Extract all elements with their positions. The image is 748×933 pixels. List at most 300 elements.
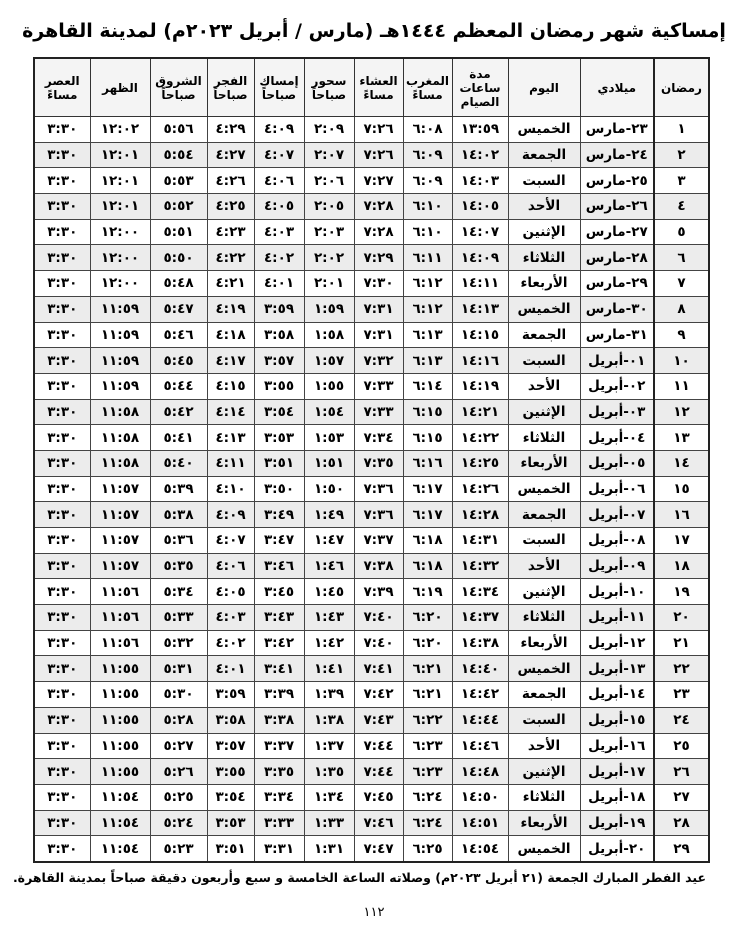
sunrise-time-cell: ٥:٢٥ <box>150 784 207 810</box>
fasting-hours-cell: ١٤:٤٤ <box>452 707 508 733</box>
imsak-time-cell: ٣:٥٩ <box>254 296 304 322</box>
ramadan-day-cell: ٩ <box>654 322 709 348</box>
ramadan-day-cell: ١٢ <box>654 399 709 425</box>
table-row <box>34 579 709 605</box>
isha-time-cell: ٧:٤١ <box>354 656 403 682</box>
maghrib-time-cell: ٦:٢١ <box>403 682 452 708</box>
dhuhr-time-cell: ١١:٥٦ <box>90 579 150 605</box>
dhuhr-time-cell: ١١:٥٨ <box>90 450 150 476</box>
suhoor-time-cell: ١:٣٥ <box>304 759 354 785</box>
suhoor-time-cell: ١:٤٥ <box>304 579 354 605</box>
fasting-hours-cell: ١٤:٤٠ <box>452 656 508 682</box>
asr-time-cell: ٣:٣٠ <box>34 579 90 605</box>
weekday-cell: الإثنين <box>508 759 580 785</box>
asr-time-cell: ٣:٣٠ <box>34 117 90 143</box>
gregorian-date-cell: ٢٥-مارس <box>580 168 654 194</box>
table-row <box>34 476 709 502</box>
fasting-hours-cell: ١٤:٣٨ <box>452 630 508 656</box>
ramadan-day-cell: ١٠ <box>654 348 709 374</box>
sunrise-time-cell: ٥:٣٨ <box>150 502 207 528</box>
fajr-time-cell: ٤:٠٦ <box>207 553 254 579</box>
isha-time-cell: ٧:٤٢ <box>354 682 403 708</box>
weekday-cell: الأحد <box>508 733 580 759</box>
table-row <box>34 733 709 759</box>
fajr-time-cell: ٣:٥٣ <box>207 810 254 836</box>
suhoor-time-cell: ٢:٠٩ <box>304 117 354 143</box>
gregorian-date-cell: ٠١-أبريل <box>580 348 654 374</box>
gregorian-date-cell: ٢٣-مارس <box>580 117 654 143</box>
fajr-time-cell: ٣:٥٧ <box>207 733 254 759</box>
fajr-time-cell: ٣:٥٥ <box>207 759 254 785</box>
imsak-time-cell: ٣:٤٢ <box>254 630 304 656</box>
weekday-cell: الثلاثاء <box>508 425 580 451</box>
gregorian-date-cell: ٠٧-أبريل <box>580 502 654 528</box>
ramadan-day-cell: ٨ <box>654 296 709 322</box>
fajr-time-cell: ٣:٥٨ <box>207 707 254 733</box>
fasting-hours-cell: ١٤:٣٧ <box>452 605 508 631</box>
suhoor-time-cell: ١:٥٩ <box>304 296 354 322</box>
maghrib-time-cell: ٦:٢٤ <box>403 784 452 810</box>
suhoor-time-cell: ٢:٠٣ <box>304 219 354 245</box>
maghrib-time-cell: ٦:١٠ <box>403 219 452 245</box>
header-line: صباحاً <box>213 87 248 102</box>
weekday-cell: الأحد <box>508 194 580 220</box>
gregorian-date-cell: ٠٥-أبريل <box>580 450 654 476</box>
maghrib-time-cell: ٦:١١ <box>403 245 452 271</box>
fasting-hours-cell: ١٤:٥١ <box>452 810 508 836</box>
fajr-time-cell: ٤:٠٩ <box>207 502 254 528</box>
weekday-cell: الإثنين <box>508 219 580 245</box>
suhoor-time-cell: ١:٣٣ <box>304 810 354 836</box>
fasting-hours-cell: ١٤:٢٦ <box>452 476 508 502</box>
sunrise-time-cell: ٥:٢٦ <box>150 759 207 785</box>
fasting-hours-cell: ١٤:٠٣ <box>452 168 508 194</box>
fasting-hours-cell: ١٤:٤٦ <box>452 733 508 759</box>
suhoor-time-cell: ٢:٠٢ <box>304 245 354 271</box>
gregorian-date-cell: ٠٨-أبريل <box>580 528 654 554</box>
fajr-time-cell: ٤:٠٢ <box>207 630 254 656</box>
fasting-hours-cell: ١٤:١٩ <box>452 373 508 399</box>
table-row <box>34 502 709 528</box>
maghrib-time-cell: ٦:١٩ <box>403 579 452 605</box>
suhoor-time-cell: ١:٥٨ <box>304 322 354 348</box>
ramadan-day-cell: ٢٧ <box>654 784 709 810</box>
imsak-time-cell: ٣:٤٥ <box>254 579 304 605</box>
sunrise-time-cell: ٥:٢٣ <box>150 836 207 862</box>
weekday-cell: الجمعة <box>508 322 580 348</box>
ramadan-day-cell: ٢٢ <box>654 656 709 682</box>
gregorian-date-cell: ٠٤-أبريل <box>580 425 654 451</box>
dhuhr-time-cell: ١١:٥٧ <box>90 502 150 528</box>
fasting-hours-cell: ١٤:٣٢ <box>452 553 508 579</box>
header-line: سحور <box>311 73 347 88</box>
sunrise-time-cell: ٥:٣٣ <box>150 605 207 631</box>
dhuhr-time-cell: ١٢:٠٠ <box>90 245 150 271</box>
ramadan-day-cell: ٢٠ <box>654 605 709 631</box>
sunrise-time-cell: ٥:٣٠ <box>150 682 207 708</box>
asr-time-cell: ٣:٣٠ <box>34 194 90 220</box>
fasting-hours-cell: ١٤:٣١ <box>452 528 508 554</box>
suhoor-time-cell: ١:٤٢ <box>304 630 354 656</box>
fasting-hours-cell: ١٤:٥٤ <box>452 836 508 862</box>
weekday-cell: الأربعاء <box>508 810 580 836</box>
dhuhr-time-cell: ١١:٥٩ <box>90 322 150 348</box>
ramadan-day-cell: ٢٦ <box>654 759 709 785</box>
sunrise-time-cell: ٥:٥٢ <box>150 194 207 220</box>
fajr-time-cell: ٤:٢٥ <box>207 194 254 220</box>
dhuhr-time-cell: ١٢:٠١ <box>90 142 150 168</box>
suhoor-time-cell: ١:٤٩ <box>304 502 354 528</box>
isha-time-cell: ٧:٢٨ <box>354 219 403 245</box>
isha-time-cell: ٧:٣٤ <box>354 425 403 451</box>
gregorian-date-cell: ١٥-أبريل <box>580 707 654 733</box>
imsak-time-cell: ٤:٠١ <box>254 271 304 297</box>
header-line: المغرب <box>406 73 449 88</box>
fasting-hours-cell: ١٤:١٥ <box>452 322 508 348</box>
fajr-time-cell: ٤:١٨ <box>207 322 254 348</box>
weekday-cell: الخميس <box>508 836 580 862</box>
maghrib-time-cell: ٦:٢٠ <box>403 605 452 631</box>
maghrib-time-cell: ٦:١٦ <box>403 450 452 476</box>
table-row <box>34 322 709 348</box>
sunrise-time-cell: ٥:٤٨ <box>150 271 207 297</box>
suhoor-time-cell: ١:٥٥ <box>304 373 354 399</box>
isha-time-cell: ٧:٣٦ <box>354 476 403 502</box>
ramadan-day-cell: ١٣ <box>654 425 709 451</box>
dhuhr-time-cell: ١١:٥٧ <box>90 528 150 554</box>
isha-time-cell: ٧:٤٥ <box>354 784 403 810</box>
isha-time-cell: ٧:٣٥ <box>354 450 403 476</box>
header-line: مساءً <box>363 87 394 102</box>
gregorian-date-cell: ١١-أبريل <box>580 605 654 631</box>
suhoor-time-cell: ١:٤٣ <box>304 605 354 631</box>
suhoor-time-cell: ٢:٠٥ <box>304 194 354 220</box>
dhuhr-time-cell: ١١:٥٤ <box>90 836 150 862</box>
fasting-hours-cell: ١٤:٠٩ <box>452 245 508 271</box>
imsak-time-cell: ٣:٤١ <box>254 656 304 682</box>
table-row <box>34 682 709 708</box>
isha-time-cell: ٧:٤٤ <box>354 759 403 785</box>
col-header-sunrise <box>150 58 207 117</box>
table-row <box>34 425 709 451</box>
suhoor-time-cell: ١:٣٩ <box>304 682 354 708</box>
asr-time-cell: ٣:٣٠ <box>34 425 90 451</box>
fajr-time-cell: ٤:٢١ <box>207 271 254 297</box>
dhuhr-time-cell: ١١:٥٦ <box>90 605 150 631</box>
dhuhr-time-cell: ١٢:٠١ <box>90 194 150 220</box>
table-row <box>34 194 709 220</box>
sunrise-time-cell: ٥:٤٦ <box>150 322 207 348</box>
maghrib-time-cell: ٦:٠٩ <box>403 142 452 168</box>
header-line: ساعات <box>459 80 501 95</box>
gregorian-date-cell: ٠٩-أبريل <box>580 553 654 579</box>
fasting-hours-cell: ١٤:٢٥ <box>452 450 508 476</box>
weekday-cell: السبت <box>508 528 580 554</box>
asr-time-cell: ٣:٣٠ <box>34 605 90 631</box>
dhuhr-time-cell: ١٢:٠٠ <box>90 271 150 297</box>
table-row <box>34 373 709 399</box>
imsak-time-cell: ٣:٣٣ <box>254 810 304 836</box>
table-row <box>34 553 709 579</box>
ramadan-day-cell: ٢٣ <box>654 682 709 708</box>
sunrise-time-cell: ٥:٥١ <box>150 219 207 245</box>
header-line: إمساك <box>259 73 299 88</box>
gregorian-date-cell: ١٠-أبريل <box>580 579 654 605</box>
sunrise-time-cell: ٥:٤٢ <box>150 399 207 425</box>
weekday-cell: الثلاثاء <box>508 784 580 810</box>
gregorian-date-cell: ١٦-أبريل <box>580 733 654 759</box>
maghrib-time-cell: ٦:٢٠ <box>403 630 452 656</box>
suhoor-time-cell: ١:٤١ <box>304 656 354 682</box>
header-line: العشاء <box>359 73 398 88</box>
gregorian-date-cell: ٣٠-مارس <box>580 296 654 322</box>
fajr-time-cell: ٣:٥٤ <box>207 784 254 810</box>
imsak-time-cell: ٤:٠٧ <box>254 142 304 168</box>
fajr-time-cell: ٤:٠٥ <box>207 579 254 605</box>
dhuhr-time-cell: ١١:٥٥ <box>90 759 150 785</box>
imsak-time-cell: ٣:٣٥ <box>254 759 304 785</box>
weekday-cell: الثلاثاء <box>508 605 580 631</box>
table-row <box>34 759 709 785</box>
isha-time-cell: ٧:٢٩ <box>354 245 403 271</box>
table-row <box>34 142 709 168</box>
ramadan-day-cell: ١ <box>654 117 709 143</box>
asr-time-cell: ٣:٣٠ <box>34 296 90 322</box>
col-header-maghrib <box>403 58 452 117</box>
imsak-time-cell: ٣:٤٩ <box>254 502 304 528</box>
ramadan-day-cell: ٢٨ <box>654 810 709 836</box>
asr-time-cell: ٣:٣٠ <box>34 476 90 502</box>
ramadan-day-cell: ١٥ <box>654 476 709 502</box>
ramadan-day-cell: ٧ <box>654 271 709 297</box>
maghrib-time-cell: ٦:٠٨ <box>403 117 452 143</box>
col-header-imsak <box>254 58 304 117</box>
header-line: صباحاً <box>161 87 196 102</box>
weekday-cell: السبت <box>508 348 580 374</box>
table-row <box>34 528 709 554</box>
fajr-time-cell: ٤:٠١ <box>207 656 254 682</box>
fasting-hours-cell: ١٣:٥٩ <box>452 117 508 143</box>
ramadan-day-cell: ١٦ <box>654 502 709 528</box>
fajr-time-cell: ٤:٢٢ <box>207 245 254 271</box>
maghrib-time-cell: ٦:٢٢ <box>403 707 452 733</box>
fasting-hours-cell: ١٤:٢٨ <box>452 502 508 528</box>
table-row <box>34 271 709 297</box>
fasting-hours-cell: ١٤:١٦ <box>452 348 508 374</box>
dhuhr-time-cell: ١١:٥٤ <box>90 784 150 810</box>
imsak-time-cell: ٣:٥١ <box>254 450 304 476</box>
gregorian-date-cell: ٢٧-مارس <box>580 219 654 245</box>
asr-time-cell: ٣:٣٠ <box>34 733 90 759</box>
imsak-time-cell: ٤:٠٥ <box>254 194 304 220</box>
imsak-time-cell: ٣:٥٤ <box>254 399 304 425</box>
asr-time-cell: ٣:٣٠ <box>34 528 90 554</box>
fajr-time-cell: ٤:١٧ <box>207 348 254 374</box>
table-body <box>34 117 709 862</box>
isha-time-cell: ٧:٣٢ <box>354 348 403 374</box>
asr-time-cell: ٣:٣٠ <box>34 245 90 271</box>
asr-time-cell: ٣:٣٠ <box>34 399 90 425</box>
dhuhr-time-cell: ١١:٥٦ <box>90 630 150 656</box>
table-row <box>34 399 709 425</box>
isha-time-cell: ٧:٣٩ <box>354 579 403 605</box>
weekday-cell: الجمعة <box>508 682 580 708</box>
asr-time-cell: ٣:٣٠ <box>34 656 90 682</box>
table-row <box>34 245 709 271</box>
table-row <box>34 656 709 682</box>
imsak-time-cell: ٣:٤٣ <box>254 605 304 631</box>
fajr-time-cell: ٣:٥٩ <box>207 682 254 708</box>
table-row <box>34 296 709 322</box>
header-line: العصر <box>44 73 80 88</box>
dhuhr-time-cell: ١١:٥٥ <box>90 656 150 682</box>
isha-time-cell: ٧:٣٨ <box>354 553 403 579</box>
imsak-time-cell: ٤:٠٢ <box>254 245 304 271</box>
maghrib-time-cell: ٦:٠٩ <box>403 168 452 194</box>
fajr-time-cell: ٤:١٤ <box>207 399 254 425</box>
maghrib-time-cell: ٦:٢٣ <box>403 759 452 785</box>
weekday-cell: السبت <box>508 707 580 733</box>
dhuhr-time-cell: ١١:٥٨ <box>90 399 150 425</box>
sunrise-time-cell: ٥:٥٠ <box>150 245 207 271</box>
isha-time-cell: ٧:٤٤ <box>354 733 403 759</box>
table-row <box>34 450 709 476</box>
imsakia-table <box>33 57 710 863</box>
isha-time-cell: ٧:٢٨ <box>354 194 403 220</box>
imsak-time-cell: ٣:٣١ <box>254 836 304 862</box>
weekday-cell: الجمعة <box>508 502 580 528</box>
imsak-time-cell: ٣:٥٨ <box>254 322 304 348</box>
suhoor-time-cell: ١:٣٤ <box>304 784 354 810</box>
maghrib-time-cell: ٦:١٥ <box>403 399 452 425</box>
gregorian-date-cell: ٢٩-مارس <box>580 271 654 297</box>
dhuhr-time-cell: ١١:٥٩ <box>90 348 150 374</box>
maghrib-time-cell: ٦:١٧ <box>403 502 452 528</box>
suhoor-time-cell: ١:٣٨ <box>304 707 354 733</box>
page-title: إمساكية شهر رمضان المعظم ١٤٤٤هـ (مارس / أبريل ٢٠٢٣م) لمدينة القاهرة <box>22 20 726 42</box>
table-row <box>34 836 709 862</box>
fasting-hours-cell: ١٤:٠٥ <box>452 194 508 220</box>
table-row <box>34 348 709 374</box>
ramadan-day-cell: ١٤ <box>654 450 709 476</box>
gregorian-date-cell: ٢٦-مارس <box>580 194 654 220</box>
imsak-time-cell: ٣:٣٨ <box>254 707 304 733</box>
suhoor-time-cell: ٢:٠٧ <box>304 142 354 168</box>
maghrib-time-cell: ٦:٢١ <box>403 656 452 682</box>
ramadan-day-cell: ٢٤ <box>654 707 709 733</box>
weekday-cell: الخميس <box>508 476 580 502</box>
weekday-cell: الخميس <box>508 656 580 682</box>
maghrib-time-cell: ٦:٢٥ <box>403 836 452 862</box>
ramadan-day-cell: ٤ <box>654 194 709 220</box>
suhoor-time-cell: ١:٤٧ <box>304 528 354 554</box>
sunrise-time-cell: ٥:٥٦ <box>150 117 207 143</box>
suhoor-time-cell: ٢:٠٦ <box>304 168 354 194</box>
sunrise-time-cell: ٥:٥٤ <box>150 142 207 168</box>
sunrise-time-cell: ٥:٤٧ <box>150 296 207 322</box>
asr-time-cell: ٣:٣٠ <box>34 502 90 528</box>
ramadan-day-cell: ١٨ <box>654 553 709 579</box>
sunrise-time-cell: ٥:٥٣ <box>150 168 207 194</box>
maghrib-time-cell: ٦:٢٤ <box>403 810 452 836</box>
maghrib-time-cell: ٦:١٧ <box>403 476 452 502</box>
header-line: الشروق <box>155 73 202 88</box>
header-line: ميلادي <box>597 80 637 95</box>
dhuhr-time-cell: ١١:٥٧ <box>90 476 150 502</box>
sunrise-time-cell: ٥:٢٧ <box>150 733 207 759</box>
header-line: مساءً <box>412 87 443 102</box>
col-header-suhoor <box>304 58 354 117</box>
imsak-time-cell: ٤:٠٣ <box>254 219 304 245</box>
gregorian-date-cell: ١٣-أبريل <box>580 656 654 682</box>
weekday-cell: الإثنين <box>508 579 580 605</box>
sunrise-time-cell: ٥:٣١ <box>150 656 207 682</box>
dhuhr-time-cell: ١٢:٠٠ <box>90 219 150 245</box>
asr-time-cell: ٣:٣٠ <box>34 682 90 708</box>
dhuhr-time-cell: ١٢:٠١ <box>90 168 150 194</box>
fajr-time-cell: ٤:٠٧ <box>207 528 254 554</box>
sunrise-time-cell: ٥:٢٤ <box>150 810 207 836</box>
fasting-hours-cell: ١٤:٥٠ <box>452 784 508 810</box>
fasting-hours-cell: ١٤:١٣ <box>452 296 508 322</box>
isha-time-cell: ٧:٣٣ <box>354 373 403 399</box>
imsak-time-cell: ٣:٥٠ <box>254 476 304 502</box>
sunrise-time-cell: ٥:٤٥ <box>150 348 207 374</box>
suhoor-time-cell: ٢:٠١ <box>304 271 354 297</box>
asr-time-cell: ٣:٣٠ <box>34 707 90 733</box>
gregorian-date-cell: ١٤-أبريل <box>580 682 654 708</box>
header-line: مدة <box>469 66 491 81</box>
weekday-cell: الأربعاء <box>508 630 580 656</box>
asr-time-cell: ٣:٣٠ <box>34 759 90 785</box>
ramadan-day-cell: ٢ <box>654 142 709 168</box>
ramadan-day-cell: ١٩ <box>654 579 709 605</box>
weekday-cell: الخميس <box>508 117 580 143</box>
col-header-fajr <box>207 58 254 117</box>
header-line: الفجر <box>213 73 248 88</box>
sunrise-time-cell: ٥:٣٦ <box>150 528 207 554</box>
fasting-hours-cell: ١٤:٠٧ <box>452 219 508 245</box>
gregorian-date-cell: ٠٢-أبريل <box>580 373 654 399</box>
table-row <box>34 810 709 836</box>
maghrib-time-cell: ٦:١٨ <box>403 528 452 554</box>
asr-time-cell: ٣:٣٠ <box>34 168 90 194</box>
fajr-time-cell: ٤:١٠ <box>207 476 254 502</box>
gregorian-date-cell: ١٩-أبريل <box>580 810 654 836</box>
weekday-cell: الخميس <box>508 296 580 322</box>
maghrib-time-cell: ٦:١٣ <box>403 348 452 374</box>
dhuhr-time-cell: ١١:٥٨ <box>90 425 150 451</box>
maghrib-time-cell: ٦:١٥ <box>403 425 452 451</box>
asr-time-cell: ٣:٣٠ <box>34 348 90 374</box>
imsak-time-cell: ٣:٣٩ <box>254 682 304 708</box>
maghrib-time-cell: ٦:١٨ <box>403 553 452 579</box>
maghrib-time-cell: ٦:١٠ <box>403 194 452 220</box>
asr-time-cell: ٣:٣٠ <box>34 142 90 168</box>
suhoor-time-cell: ١:٥٠ <box>304 476 354 502</box>
suhoor-time-cell: ١:٥٤ <box>304 399 354 425</box>
maghrib-time-cell: ٦:١٤ <box>403 373 452 399</box>
fajr-time-cell: ٤:٢٧ <box>207 142 254 168</box>
col-header-isha <box>354 58 403 117</box>
gregorian-date-cell: ٠٣-أبريل <box>580 399 654 425</box>
sunrise-time-cell: ٥:٣٥ <box>150 553 207 579</box>
ramadan-day-cell: ٢١ <box>654 630 709 656</box>
gregorian-date-cell: ١٨-أبريل <box>580 784 654 810</box>
header-row <box>34 58 709 117</box>
sunrise-time-cell: ٥:٣٤ <box>150 579 207 605</box>
gregorian-date-cell: ٢٤-مارس <box>580 142 654 168</box>
